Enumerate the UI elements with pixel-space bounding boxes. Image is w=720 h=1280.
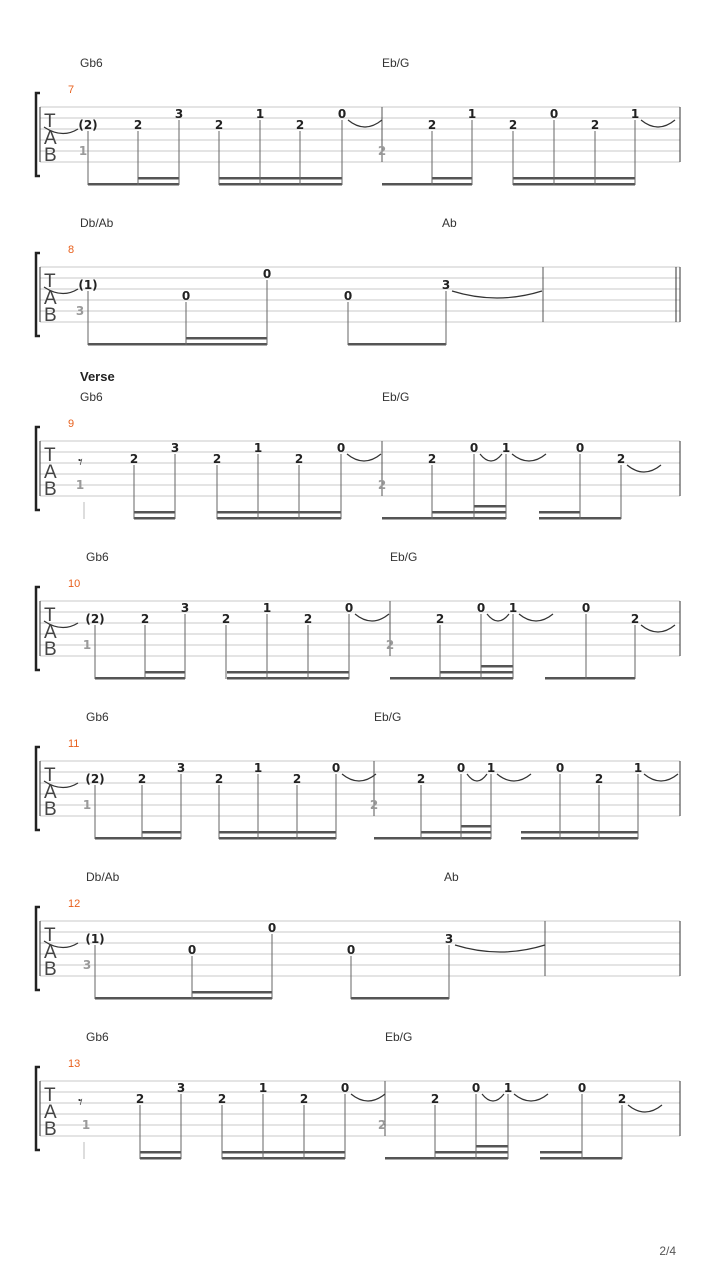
fret-number: 0 xyxy=(581,601,591,615)
rest-icon: 𝄾 xyxy=(78,452,83,473)
tab-clef-letter: T xyxy=(44,925,56,946)
tab-clef-letter: A xyxy=(44,782,57,803)
fret-number: 2 xyxy=(135,1092,145,1106)
beam xyxy=(222,1151,345,1154)
fret-number: 2 xyxy=(137,772,147,786)
system-bracket xyxy=(36,253,40,336)
fret-number: 2 xyxy=(221,612,231,626)
beam xyxy=(217,511,341,514)
tab-clef-letter: B xyxy=(44,639,57,660)
tab-clef-letter: B xyxy=(44,959,57,980)
fret-number: 2 xyxy=(212,452,222,466)
beam xyxy=(95,677,185,680)
fret-number: 0 xyxy=(331,761,341,775)
fret-number: 2 xyxy=(427,118,437,132)
bass-fret-number: 1 xyxy=(81,1118,91,1132)
beam xyxy=(95,837,181,840)
beam xyxy=(219,831,336,834)
tie xyxy=(452,291,542,298)
fret-number: 2 xyxy=(292,772,302,786)
tab-clef-letter: B xyxy=(44,799,57,820)
system-bracket xyxy=(36,907,40,990)
fret-number: 1 xyxy=(503,1081,513,1095)
beam xyxy=(382,183,472,186)
measure-number: 13 xyxy=(68,1058,81,1070)
fret-number: 2 xyxy=(616,452,626,466)
beam xyxy=(219,837,336,840)
beam xyxy=(134,517,175,520)
fret-number: 3 xyxy=(180,601,190,615)
fret-number: 2 xyxy=(427,452,437,466)
fret-number: 0 xyxy=(343,289,353,303)
tab-system xyxy=(36,550,680,680)
tie xyxy=(342,774,376,781)
tab-clef-letter: A xyxy=(44,622,57,643)
beam xyxy=(138,177,179,180)
beam xyxy=(219,183,342,186)
measure-number: 10 xyxy=(68,578,81,590)
fret-number: 3 xyxy=(174,107,184,121)
fret-number: 2 xyxy=(294,452,304,466)
bass-fret-number: 3 xyxy=(75,304,85,318)
beam xyxy=(348,343,446,346)
beam xyxy=(481,665,513,668)
beam xyxy=(227,677,349,680)
rest-icon: 𝄾 xyxy=(78,1092,83,1113)
fret-number: 2 xyxy=(217,1092,227,1106)
system-bracket xyxy=(36,1067,40,1150)
tab-system xyxy=(36,710,680,840)
fret-number: 0 xyxy=(549,107,559,121)
beam xyxy=(186,337,267,340)
page-number: 2/4 xyxy=(659,1244,676,1258)
tie xyxy=(347,454,381,461)
beam xyxy=(140,1157,181,1160)
tie xyxy=(487,614,509,621)
bass-fret-number: 1 xyxy=(82,638,92,652)
tab-clef-letter: B xyxy=(44,145,57,166)
system-bracket xyxy=(36,93,40,176)
beam xyxy=(134,511,175,514)
tie xyxy=(644,774,678,781)
chord-label: Eb/G xyxy=(385,1030,413,1044)
beam xyxy=(88,183,179,186)
chord-label: Db/Ab xyxy=(86,870,120,884)
chord-label: Eb/G xyxy=(382,390,410,404)
beam xyxy=(540,1151,582,1154)
fret-number: 1 xyxy=(501,441,511,455)
fret-number: 1 xyxy=(633,761,643,775)
fret-number: 2 xyxy=(133,118,143,132)
fret-number: 0 xyxy=(336,441,346,455)
fret-number: 2 xyxy=(214,118,224,132)
bass-fret-number: 2 xyxy=(385,638,395,652)
tie xyxy=(455,945,545,952)
fret-number: 0 xyxy=(187,943,197,957)
fret-number: (1) xyxy=(78,278,98,292)
fret-number: (2) xyxy=(78,118,98,132)
beam xyxy=(374,837,491,840)
fret-number: 1 xyxy=(258,1081,268,1095)
beam xyxy=(192,991,272,994)
tie xyxy=(512,454,546,461)
fret-number: 0 xyxy=(337,107,347,121)
beam xyxy=(219,177,342,180)
fret-number: 2 xyxy=(430,1092,440,1106)
tie xyxy=(627,465,661,472)
bass-fret-number: 1 xyxy=(82,798,92,812)
chord-label: Ab xyxy=(444,870,459,884)
measure-number: 9 xyxy=(68,418,75,430)
fret-number: 3 xyxy=(444,932,454,946)
bass-fret-number: 2 xyxy=(369,798,379,812)
bass-fret-number: 3 xyxy=(82,958,92,972)
bass-fret-number: 1 xyxy=(78,144,88,158)
fret-number: 1 xyxy=(262,601,272,615)
fret-number: 3 xyxy=(441,278,451,292)
chord-label: Db/Ab xyxy=(80,216,114,230)
tab-system xyxy=(36,1030,680,1160)
chord-label: Gb6 xyxy=(80,390,103,404)
tie xyxy=(628,1105,662,1112)
tie xyxy=(351,1094,385,1101)
tab-system xyxy=(36,56,680,186)
tab-clef-letter: B xyxy=(44,479,57,500)
fret-number: 1 xyxy=(486,761,496,775)
tie xyxy=(497,774,531,781)
fret-number: 2 xyxy=(508,118,518,132)
fret-number: (2) xyxy=(85,772,105,786)
tab-clef-letter: T xyxy=(44,271,56,292)
fret-number: 1 xyxy=(467,107,477,121)
beam xyxy=(521,831,638,834)
fret-number: (2) xyxy=(85,612,105,626)
beam xyxy=(351,997,449,1000)
tab-clef-letter: A xyxy=(44,942,57,963)
fret-number: 1 xyxy=(253,761,263,775)
fret-number: 3 xyxy=(176,761,186,775)
tab-clef-letter: T xyxy=(44,765,56,786)
bass-fret-number: 2 xyxy=(377,478,387,492)
fret-number: 2 xyxy=(630,612,640,626)
beam xyxy=(88,343,267,346)
beam xyxy=(142,831,181,834)
fret-number: 2 xyxy=(299,1092,309,1106)
tab-clef-letter: A xyxy=(44,1102,57,1123)
chord-label: Gb6 xyxy=(80,56,103,70)
tie xyxy=(514,1094,548,1101)
beam xyxy=(140,1151,181,1154)
fret-number: 0 xyxy=(181,289,191,303)
fret-number: 3 xyxy=(176,1081,186,1095)
tie xyxy=(480,454,502,461)
tab-clef-letter: B xyxy=(44,305,57,326)
fret-number: 0 xyxy=(471,1081,481,1095)
section-label: Verse xyxy=(80,369,115,384)
beam xyxy=(476,1145,508,1148)
tab-clef-letter: T xyxy=(44,605,56,626)
beam xyxy=(385,1157,508,1160)
beam xyxy=(435,1151,508,1154)
beam xyxy=(421,831,491,834)
system-bracket xyxy=(36,587,40,670)
beam xyxy=(382,517,506,520)
beam xyxy=(222,1157,345,1160)
fret-number: 1 xyxy=(630,107,640,121)
fret-number: (1) xyxy=(85,932,105,946)
beam xyxy=(227,671,349,674)
fret-number: 2 xyxy=(129,452,139,466)
fret-number: 1 xyxy=(253,441,263,455)
fret-number: 2 xyxy=(435,612,445,626)
beam xyxy=(513,177,635,180)
beam xyxy=(539,511,580,514)
bass-fret-number: 2 xyxy=(377,1118,387,1132)
beam xyxy=(432,177,472,180)
beam xyxy=(432,511,506,514)
fret-number: 0 xyxy=(469,441,479,455)
chord-label: Eb/G xyxy=(390,550,418,564)
beam xyxy=(540,1157,622,1160)
fret-number: 0 xyxy=(344,601,354,615)
beam xyxy=(474,505,506,508)
fret-number: 0 xyxy=(340,1081,350,1095)
tab-clef-letter: T xyxy=(44,111,56,132)
tab-system xyxy=(36,870,680,1000)
fret-number: 0 xyxy=(575,441,585,455)
tab-clef-letter: B xyxy=(44,1119,57,1140)
fret-number: 2 xyxy=(590,118,600,132)
fret-number: 1 xyxy=(255,107,265,121)
measure-number: 12 xyxy=(68,898,81,910)
beam xyxy=(95,997,272,1000)
beam xyxy=(145,671,185,674)
tie xyxy=(355,614,389,621)
fret-number: 2 xyxy=(617,1092,627,1106)
fret-number: 2 xyxy=(295,118,305,132)
fret-number: 0 xyxy=(577,1081,587,1095)
beam xyxy=(217,517,341,520)
fret-number: 0 xyxy=(346,943,356,957)
measure-number: 11 xyxy=(68,738,80,750)
beam xyxy=(390,677,513,680)
fret-number: 2 xyxy=(416,772,426,786)
fret-number: 2 xyxy=(594,772,604,786)
tab-system xyxy=(36,369,680,520)
chord-label: Eb/G xyxy=(382,56,410,70)
tie xyxy=(641,625,675,632)
chord-label: Eb/G xyxy=(374,710,402,724)
measure-number: 8 xyxy=(68,244,75,256)
chord-label: Ab xyxy=(442,216,457,230)
fret-number: 2 xyxy=(214,772,224,786)
tie xyxy=(467,774,487,781)
beam xyxy=(440,671,513,674)
fret-number: 0 xyxy=(555,761,565,775)
beam xyxy=(513,183,635,186)
tie xyxy=(348,120,382,127)
beam xyxy=(545,677,635,680)
tab-clef-letter: A xyxy=(44,128,57,149)
chord-label: Gb6 xyxy=(86,710,109,724)
measure-number: 7 xyxy=(68,84,75,96)
tab-clef-letter: T xyxy=(44,445,56,466)
bass-fret-number: 2 xyxy=(377,144,387,158)
chord-label: Gb6 xyxy=(86,1030,109,1044)
tie xyxy=(519,614,553,621)
chord-label: Gb6 xyxy=(86,550,109,564)
bass-fret-number: 1 xyxy=(75,478,85,492)
fret-number: 1 xyxy=(508,601,518,615)
tab-clef-letter: T xyxy=(44,1085,56,1106)
tab-clef-letter: A xyxy=(44,288,57,309)
fret-number: 2 xyxy=(303,612,313,626)
fret-number: 2 xyxy=(140,612,150,626)
system-bracket xyxy=(36,747,40,830)
system-bracket xyxy=(36,427,40,510)
tie xyxy=(641,120,675,127)
beam xyxy=(461,825,491,828)
tab-clef-letter: A xyxy=(44,462,57,483)
fret-number: 0 xyxy=(262,267,272,281)
fret-number: 0 xyxy=(476,601,486,615)
tie xyxy=(482,1094,504,1101)
fret-number: 0 xyxy=(456,761,466,775)
fret-number: 0 xyxy=(267,921,277,935)
fret-number: 3 xyxy=(170,441,180,455)
tab-system xyxy=(36,216,680,346)
beam xyxy=(521,837,638,840)
